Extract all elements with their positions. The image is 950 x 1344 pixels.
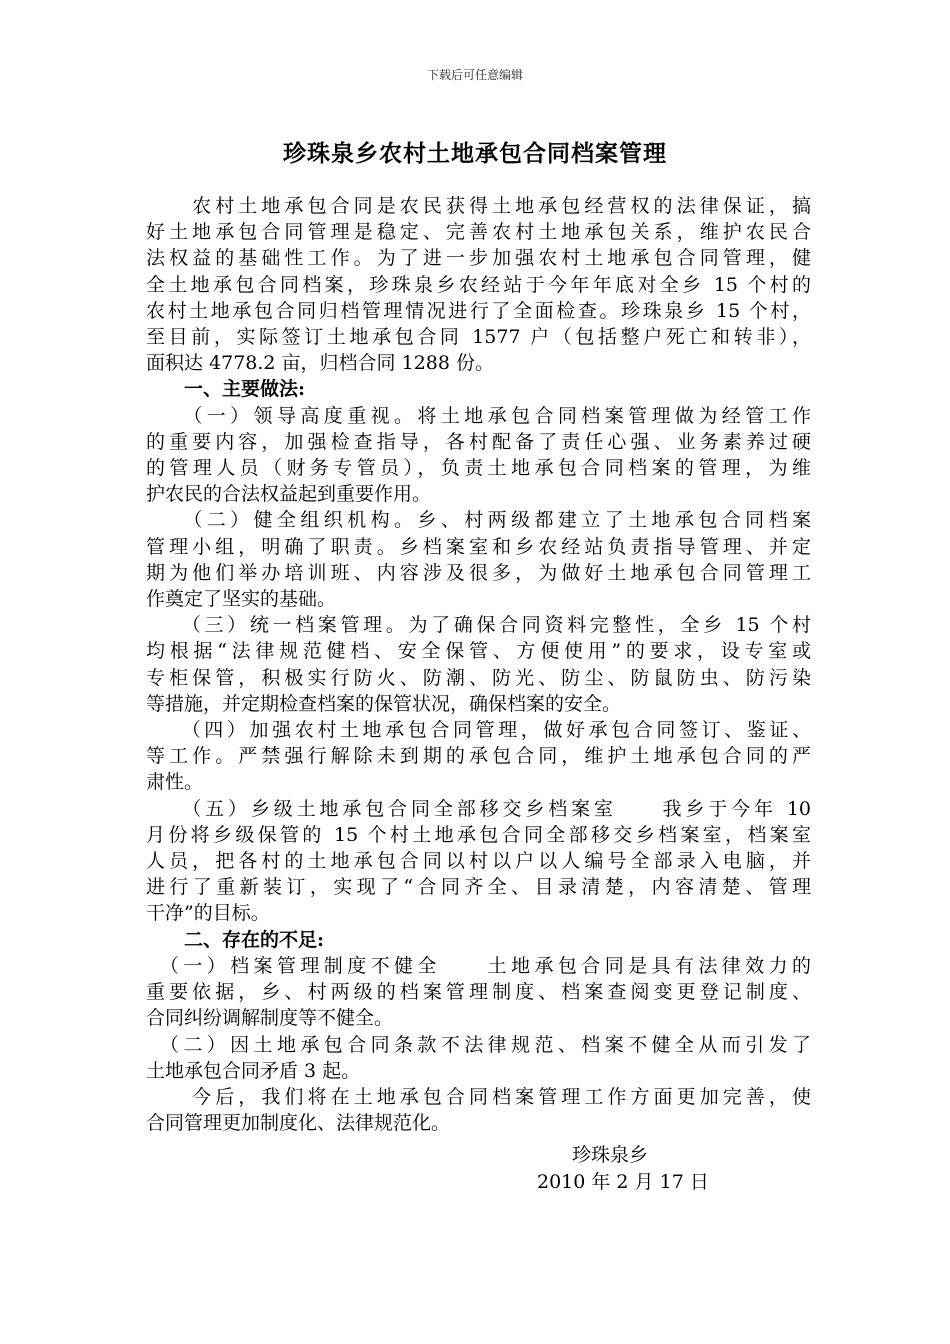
signature-date: 2010 年 2 月 17 日 <box>537 1171 709 1193</box>
body-line: 的管理人员（财务专管员），负责土地承包合同档案的管理，为维 <box>146 457 811 480</box>
body-line: 干净”的目标。 <box>146 902 270 925</box>
header-note: 下载后可任意编辑 <box>426 68 523 82</box>
body-line: （四）加强农村土地承包合同管理，做好承包合同签订、鉴证、 <box>146 719 811 742</box>
body-line: 全土地承包合同档案，珍珠泉乡农经站于今年年底对全乡 15 个村的 <box>146 273 811 296</box>
body-line: 的重要内容，加强检查指导，各村配备了责任心强、业务素养过硬 <box>146 430 811 453</box>
body-line: 人员，把各村的土地承包合同以村以户以人编号全部录入电脑，并 <box>146 850 811 873</box>
body-line: 法权益的基础性工作。为了进一步加强农村土地承包合同管理，健 <box>146 247 811 270</box>
body-line: （五）乡级土地承包合同全部移交乡档案室 我乡于今年 10 <box>146 797 811 820</box>
section-heading: 二、存在的不足: <box>146 928 325 951</box>
body-line: 面积达 4778.2 亩，归档合同 1288 份。 <box>146 352 494 375</box>
body-line: 重要依据，乡、村两级的档案管理制度、档案查阅变更登记制度、 <box>146 981 811 1004</box>
body-line: 等措施，并定期检查档案的保管状况，确保档案的安全。 <box>146 692 622 715</box>
body-line: 等工作。严禁强行解除未到期的承包合同，维护土地承包合同的严 <box>146 745 811 768</box>
body-line: （一）档案管理制度不健全 土地承包合同是具有法律效力的 <box>146 954 811 977</box>
body-line: 管理小组，明确了职责。乡档案室和乡农经站负责指导管理、并定 <box>146 535 811 558</box>
body-line: 专柜保管，积极实行防火、防潮、防光、防尘、防鼠防虫、防污染 <box>146 666 811 689</box>
body-line: 作奠定了坚实的基础。 <box>146 588 337 611</box>
body-line: 至目前，实际签订土地承包合同 1577 户（包括整户死亡和转非）， <box>146 326 811 349</box>
body-line: 好土地承包合同管理是稳定、完善农村土地承包关系，维护农民合 <box>146 221 811 244</box>
body-line: 均根据“法律规范健档、安全保管、方便使用”的要求，设专室或 <box>146 640 811 663</box>
body-line: （三）统一档案管理。为了确保合同资料完整性，全乡 15 个村 <box>146 614 811 637</box>
signature-org: 珍珠泉乡 <box>572 1144 649 1166</box>
body-line: 农村土地承包合同是农民获得土地承包经营权的法律保证，搞 <box>146 195 811 217</box>
section-heading: 一、主要做法: <box>146 378 306 401</box>
document-body <box>146 193 811 1136</box>
body-line: 合同纠纷调解制度等不健全。 <box>146 1007 394 1030</box>
body-line: 月份将乡级保管的 15 个村土地承包合同全部移交乡档案室，档案室 <box>146 823 811 846</box>
body-line: 进行了重新装订，实现了“合同齐全、目录清楚，内容清楚、管理 <box>146 876 811 899</box>
body-line: 肃性。 <box>146 771 204 794</box>
body-line: 期为他们举办培训班、内容涉及很多，为做好土地承包合同管理工 <box>146 561 811 584</box>
body-line: （二）因土地承包合同条款不法律规范、档案不健全从而引发了 <box>146 1033 811 1056</box>
body-line: （一）领导高度重视。将土地承包合同档案管理做为经管工作 <box>146 404 811 427</box>
body-line: 农村土地承包合同归档管理情况进行了全面检查。珍珠泉乡 15 个村， <box>146 299 811 322</box>
body-line: 合同管理更加制度化、法律规范化。 <box>146 1112 451 1135</box>
body-line: （二）健全组织机构。乡、村两级都建立了土地承包合同档案 <box>146 509 811 532</box>
body-line: 土地承包合同矛盾 3 起。 <box>146 1059 361 1082</box>
body-line: 护农民的合法权益起到重要作用。 <box>146 483 432 506</box>
body-line: 今后，我们将在土地承包合同档案管理工作方面更加完善，使 <box>146 1085 811 1108</box>
document-title: 珍珠泉乡农村土地承包合同档案管理 <box>283 140 667 167</box>
